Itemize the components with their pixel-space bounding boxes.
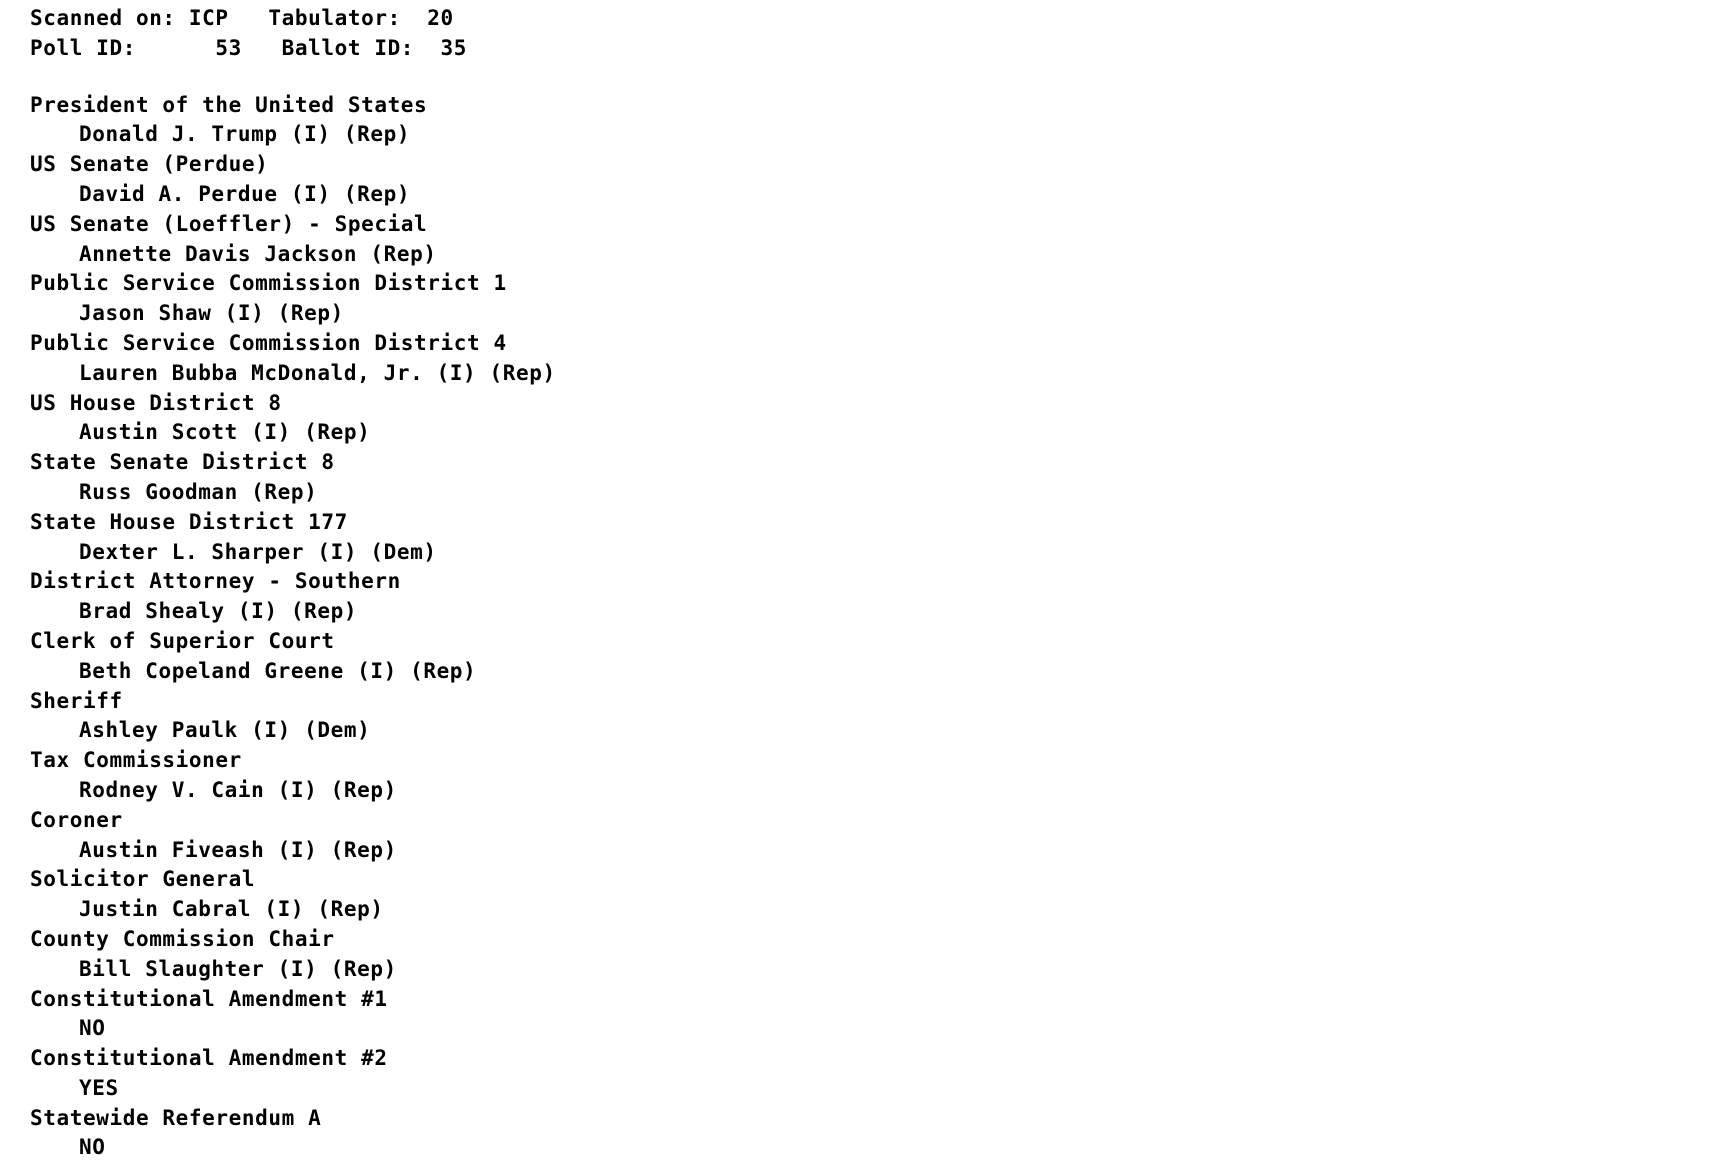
contest-title: Tax Commissioner (30, 748, 242, 773)
contest-list (30, 91, 1728, 1164)
contest-title: US Senate (Perdue) (30, 152, 269, 177)
contest-choice: Brad Shealy (I) (Rep) (79, 599, 358, 624)
contest-title: US Senate (Loeffler) - Special (30, 211, 428, 236)
contest-title: Sheriff (30, 688, 123, 713)
contest-title: Constitutional Amendment #2 (30, 1046, 388, 1071)
contest-choice: David A. Perdue (I) (Rep) (79, 181, 411, 206)
header-separator (30, 64, 1728, 91)
contest-choice: Russ Goodman (Rep) (79, 479, 318, 504)
contest-title: Public Service Commission District 1 (30, 271, 507, 296)
contest-title: District Attorney - Southern (30, 569, 401, 594)
contest-choice: Annette Davis Jackson (Rep) (79, 241, 437, 266)
contest-choice: YES (79, 1075, 119, 1100)
contest-title: Constitutional Amendment #1 (30, 986, 388, 1011)
contest-choice: Dexter L. Sharper (I) (Dem) (79, 539, 437, 564)
contest-choice: Austin Fiveash (I) (Rep) (79, 837, 397, 862)
contest-title: Clerk of Superior Court (30, 628, 335, 653)
contest-choice: Ashley Paulk (I) (Dem) (79, 718, 371, 743)
contest-choice: Beth Copeland Greene (I) (Rep) (79, 658, 477, 683)
contest-choice: Justin Cabral (I) (Rep) (79, 897, 384, 922)
contest-title: State Senate District 8 (30, 450, 335, 475)
contest-title: President of the United States (30, 92, 428, 117)
contest-choice: Rodney V. Cain (I) (Rep) (79, 777, 397, 802)
contest-choice: Austin Scott (I) (Rep) (79, 420, 371, 445)
contest-title: Public Service Commission District 4 (30, 330, 507, 355)
contest-title: Solicitor General (30, 867, 256, 892)
contest-title: Statewide Referendum A (30, 1105, 322, 1130)
contest-title: Coroner (30, 807, 123, 832)
contest-title: County Commission Chair (30, 926, 335, 951)
contest-choice: Jason Shaw (I) (Rep) (79, 301, 344, 326)
contest-choice: Donald J. Trump (I) (Rep) (79, 122, 411, 147)
scanned-on-line: Scanned on: ICP Tabulator: 20 (30, 6, 454, 30)
contest-title: US House District 8 (30, 390, 282, 415)
poll-ballot-id-line: Poll ID: 53 Ballot ID: 35 (30, 35, 468, 60)
contest-choice: Bill Slaughter (I) (Rep) (79, 956, 397, 981)
contest-title: State House District 177 (30, 509, 348, 534)
contest-choice: Lauren Bubba McDonald, Jr. (I) (Rep) (79, 360, 556, 385)
contest-choice: NO (79, 1135, 106, 1160)
contest-choice: NO (79, 1016, 106, 1041)
